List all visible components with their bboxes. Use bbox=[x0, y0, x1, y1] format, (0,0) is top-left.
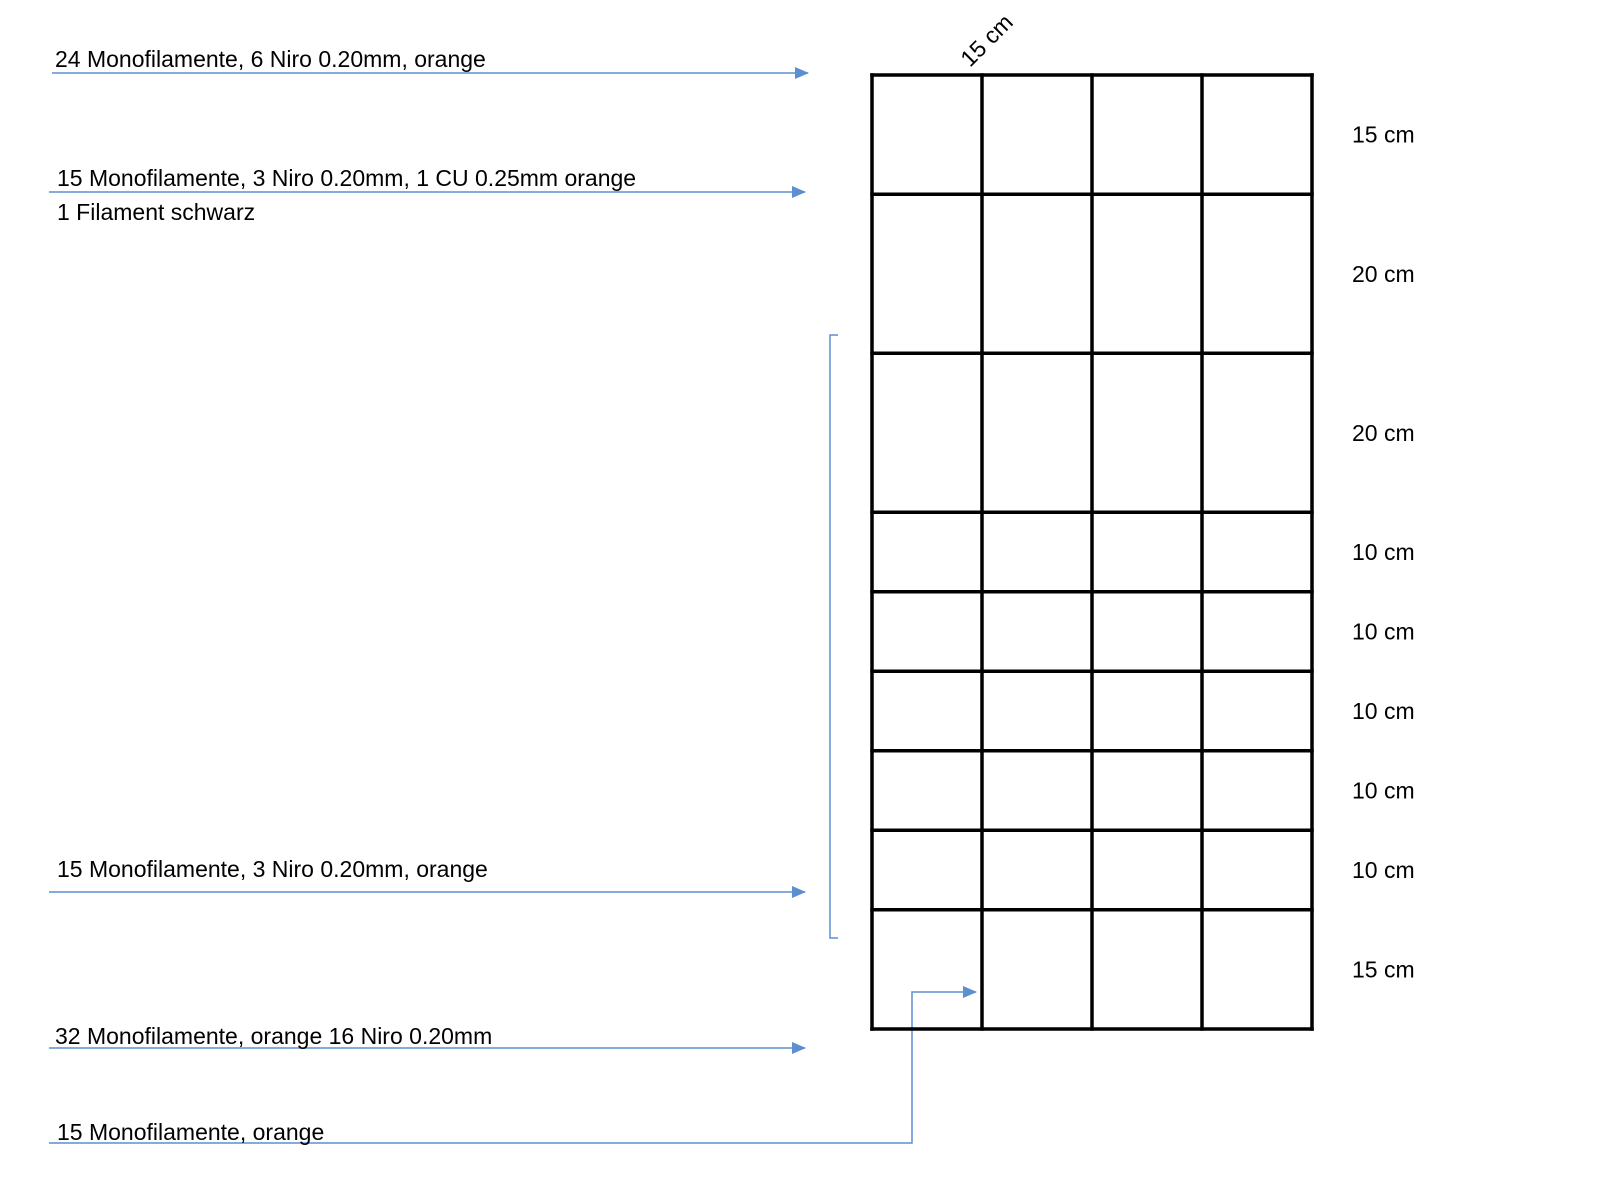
row-height-label: 15 cm bbox=[1352, 121, 1415, 148]
label-bottom-edge: 32 Monofilamente, orange 16 Niro 0.20mm bbox=[55, 1023, 493, 1049]
row-height-label: 10 cm bbox=[1352, 698, 1415, 724]
leader-lines bbox=[49, 73, 976, 1143]
row-height-label: 10 cm bbox=[1352, 777, 1415, 804]
labels bbox=[55, 46, 636, 1145]
label-bracket: 15 Monofilamente, 3 Niro 0.20mm, orange bbox=[57, 856, 488, 882]
row-height-label: 10 cm bbox=[1352, 618, 1415, 645]
label-column: 15 Monofilamente, orange bbox=[57, 1119, 325, 1145]
column-width-label: 15 cm bbox=[955, 8, 1018, 72]
row-dimension-labels bbox=[1352, 122, 1415, 983]
net-grid bbox=[872, 75, 1312, 1029]
row-height-label: 10 cm bbox=[1352, 857, 1415, 883]
row-height-label: 15 cm bbox=[1352, 956, 1415, 983]
label-row1: 24 Monofilamente, 6 Niro 0.20mm, orange bbox=[55, 46, 486, 72]
row-height-label: 10 cm bbox=[1352, 539, 1415, 565]
bracket bbox=[830, 335, 838, 938]
row-height-label: 20 cm bbox=[1352, 260, 1415, 287]
label-row2-line1: 15 Monofilamente, 3 Niro 0.20mm, 1 CU 0.25mm orange bbox=[57, 165, 637, 191]
row-height-label: 20 cm bbox=[1352, 419, 1415, 446]
label-row2-line2: 1 Filament schwarz bbox=[57, 199, 256, 225]
